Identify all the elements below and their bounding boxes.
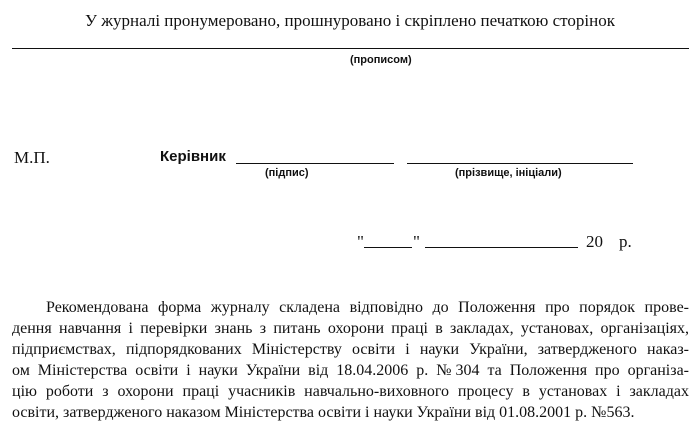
note-line: підприємствах, підпорядкованих Міністерству освіти і науки України, затвердженого наказ-: [12, 341, 689, 358]
day-quote-open: ": [357, 232, 364, 251]
signature-line: [236, 163, 394, 164]
pages-count-line: [12, 48, 689, 49]
note-line: цію роботи з охорони праці учасників навчально-виховного процесу в установах і закладах: [12, 383, 689, 400]
head-label: Керівник: [160, 148, 226, 165]
year-prefix: 20: [586, 232, 603, 251]
name-caption: (прізвище, ініціали): [455, 167, 562, 179]
month-line: [425, 247, 578, 248]
note-line: ом Міністерства освіти і науки України від 18.04.2006 р. №304 та Положення про організа-: [12, 362, 689, 379]
day-quote-close: ": [413, 232, 420, 251]
seal-place-label: М.П.: [14, 148, 50, 167]
note-line: освіти, затвердженого наказом Міністерства освіти і науки України від 01.08.2001 р. №563.: [12, 404, 635, 421]
in-words-caption: (прописом): [350, 54, 412, 66]
note-line: дення навчання і перевірки знань з питань охорони праці в закладах, установах, організаціях,: [12, 320, 689, 337]
note-line: Рекомендована форма журналу складена відповідно до Положення про порядок прове-: [46, 299, 689, 316]
year-suffix: р.: [619, 232, 632, 251]
name-line: [407, 163, 633, 164]
journal-pages-statement: У журналі пронумеровано, прошнуровано і скріплено печаткою сторінок: [85, 11, 615, 30]
signature-caption: (підпис): [265, 167, 309, 179]
day-line: [364, 247, 412, 248]
